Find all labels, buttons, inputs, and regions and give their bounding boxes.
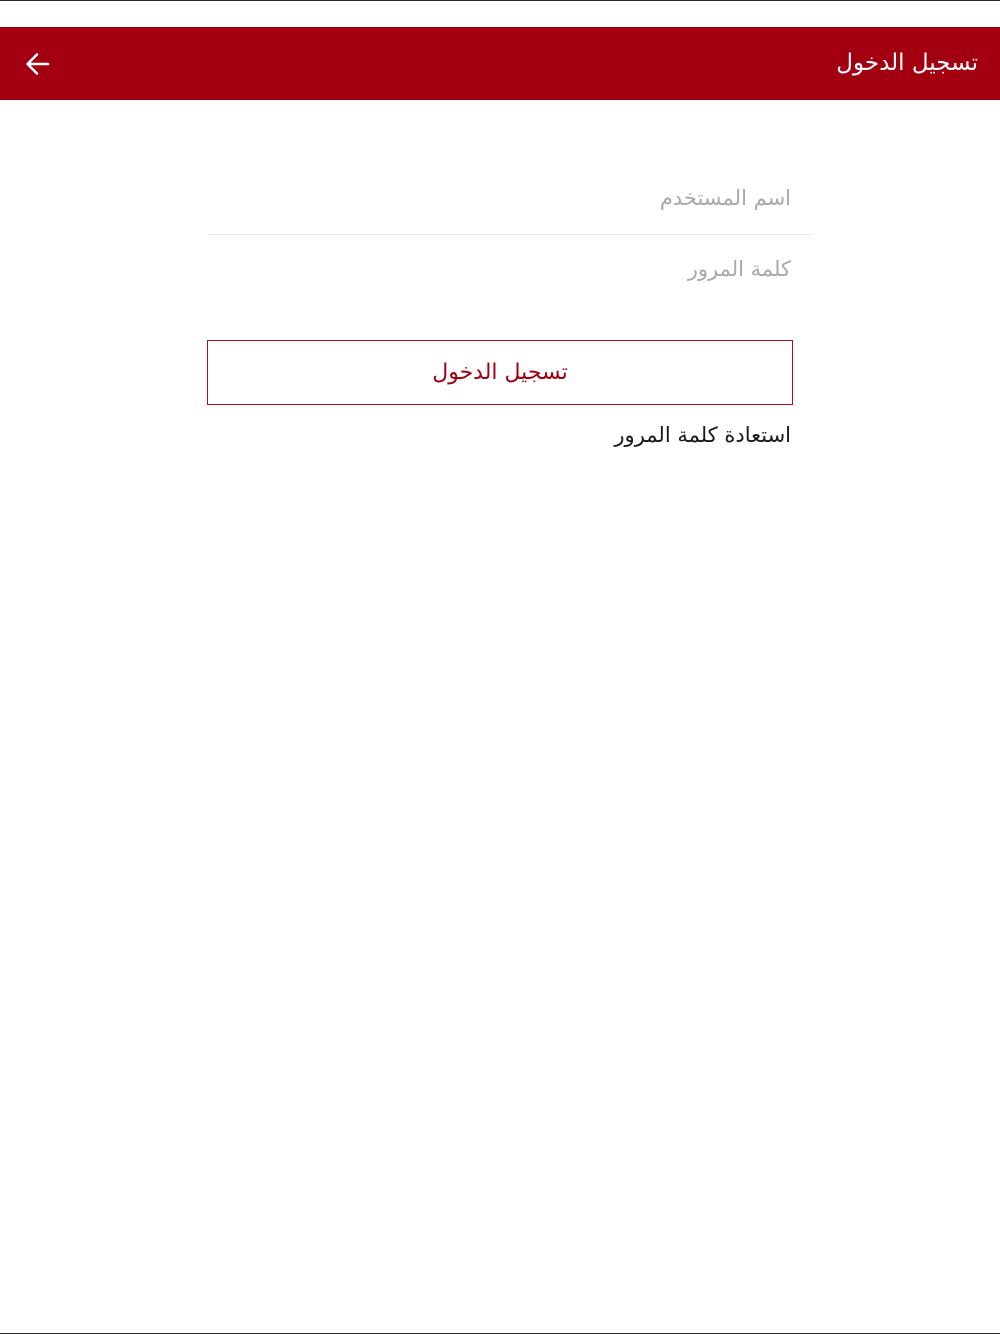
page-title: تسجيل الدخول <box>836 50 978 76</box>
password-input[interactable] <box>208 236 812 302</box>
username-field-container <box>208 161 812 235</box>
username-input[interactable] <box>208 161 812 234</box>
forgot-password-link[interactable]: استعادة كلمة المرور <box>614 423 791 447</box>
app-bar <box>0 27 1000 100</box>
back-button[interactable] <box>18 45 56 83</box>
password-field-container <box>208 236 812 302</box>
arrow-left-icon <box>24 51 50 77</box>
login-button[interactable]: تسجيل الدخول <box>207 340 793 405</box>
